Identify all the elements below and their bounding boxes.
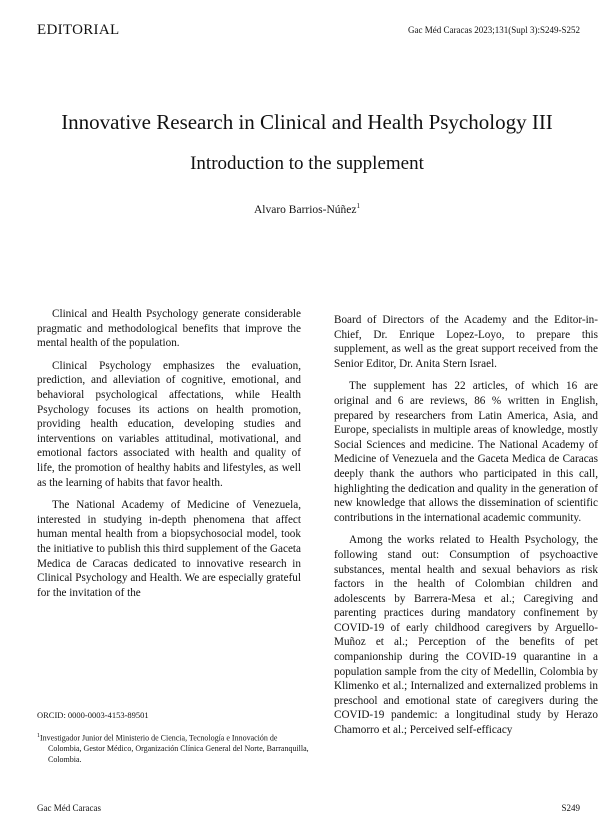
article-title: Innovative Research in Clinical and Health Psychology III	[61, 110, 553, 134]
section-label: EDITORIAL	[37, 22, 120, 38]
paragraph: The supplement has 22 articles, of which 16 are original and 6 are reviews, 86 % written in English, prepared by researchers from Latin America, Asia, and Europe, specialists in multiple areas of knowledge, mostly Social Sciences and medicine. The National Academy of Medicine of Venezuela and the Gaceta Medica de Caracas deeply thank the authors who participated in this call, highlighting the dedication and quality in the generation of new knowledge that allows the dissemination of scientific contributions in the international academic community.	[334, 380, 598, 524]
paragraph: The National Academy of Medicine of Venezuela, interested in studying in-depth phenomena that affect human mental health from a biopsychosocial model, took the initiative to publish this third supplement of the Gaceta Medica de Caracas dedicated to innovative research in Clinical Psychology and Health. We are especially grateful for the invitation of the	[37, 499, 301, 599]
footer-journal: Gac Méd Caracas	[37, 803, 101, 813]
footnote-mark: 1	[37, 733, 40, 739]
article-subtitle: Introduction to the supplement	[190, 153, 424, 174]
left-column	[37, 307, 301, 608]
affiliation-footnote	[37, 731, 312, 765]
right-column	[334, 313, 598, 746]
author-affiliation-mark: 1	[356, 202, 360, 210]
orcid-id: ORCID: 0000-0003-4153-89501	[37, 710, 149, 720]
paragraph: Clinical and Health Psychology generate considerable pragmatic and methodological benefits that improve the mental health of the population.	[37, 308, 301, 350]
paragraph: Among the works related to Health Psychology, the following stand out: Consumption of psychoactive substances, mental health and sexual behaviors as risk factors in the health of Colombian children and adolescents by Barrera-Mesa et al.; Caregiving and parenting practices during mandatory confinement by COVID-19 of early childhood caregivers by Arguello-Muñoz et al.; Perception of the benefits of pet companionship during the COVID-19 quarantine in a population sample from the city of Medellin, Colombia by Klimenko et al.; Internalized and externalized problems in preschool and emotional state of caregivers during the COVID-19 pandemic: a longitudinal study by Herazo Chamorro et al.; Perceived self-efficacy	[334, 534, 598, 737]
paragraph-continued: Board of Directors of the Academy and the Editor-in-Chief, Dr. Enrique Lopez-Loyo, to prepare this supplement, as well as the great support received from the Senior Editor, Dr. Anita Stern Israel.	[334, 314, 598, 370]
author-line	[0, 202, 614, 216]
paragraph: Clinical Psychology emphasizes the evaluation, prediction, and alleviation of cognitive, emotional, and behavioral psychological affectations, while Health Psychology focuses its actions on health promotion, providing health education, developing studies and interventions on variables attitudinal, motivational, and emotional factors associated with health and quality of life, the promotion of healthy habits and lifestyles, as well as the learning of habits that favor health.	[37, 359, 301, 489]
journal-citation: Gac Méd Caracas 2023;131(Supl 3):S249-S252	[408, 25, 580, 35]
footnote-text: Investigador Junior del Ministerio de Ciencia, Tecnología e Innovación de Colombia, Gestor Médico, Organización Clínica General del Norte, Barranquilla, Colombia.	[40, 733, 309, 764]
author-name: Alvaro Barrios-Núñez	[253, 203, 357, 216]
page-number: S249	[561, 803, 580, 813]
